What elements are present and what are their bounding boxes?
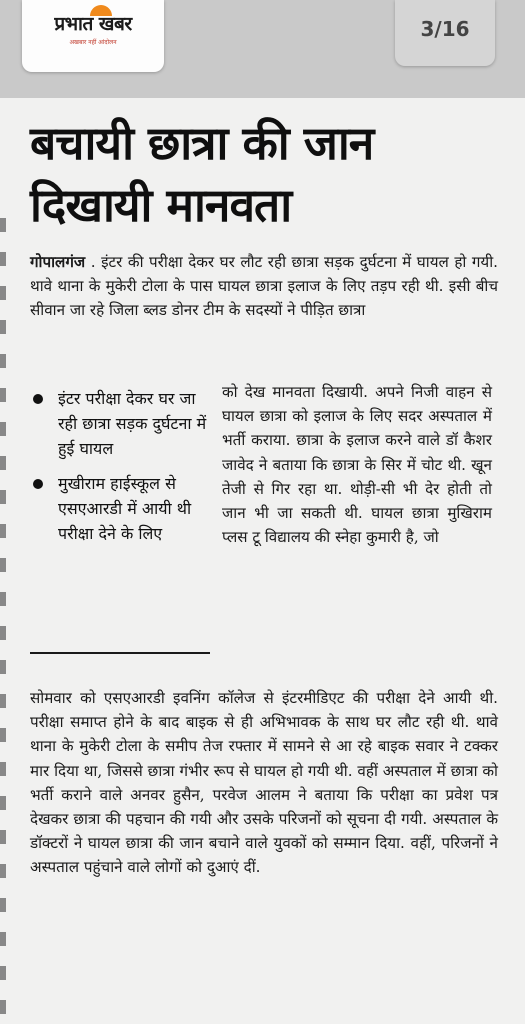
bottom-paragraph: सोमवार को एसएआरडी इवनिंग कॉलेज से इंटरमीडिएट की परीक्षा देने आयी थी. परीक्षा समाप्त होने के बाद बाइक से ही अभिभावक के साथ घर लौट रही थी. थावे थाना के मुकेरी टोला के समीप तेज रफ्तार में सामने से आ रहे बाइक सवार ने टक्कर मार दिया था, जिससे छात्रा गंभीर रूप से घायल हो गयी थी. वहीं अस्पताल में छात्रा को भर्ती कराने वाले अनवर हुसैन, परवेज आलम ने बताया कि परीक्षा का प्रवेश पत्र देखकर छात्रा की पहचान की गयी और उसके परिजनों को सूचना दी गयी. अस्पताल के डॉक्टरों ने घायल छात्रा की जान बचाने वाले युवकों को सम्मान दिया. वहीं, परिजनों ने अस्पताल पहुंचाने वाले लोगों को दुआएं दीं.: [30, 689, 498, 877]
right-column-text: को देख मानवता दिखायी. अपने निजी वाहन से घायल छात्रा को इलाज के लिए सदर अस्पताल में भर्ती कराया. छात्रा के इलाज करने वाले डॉ कैशर जावेद ने बताया कि छात्रा के सिर में चोट थी. खून तेजी से गिर रहा था. थोड़ी-सी भी देर होती तो जान भी जा सकती थी. घायल छात्रा मुखिराम प्लस टू विद्यालय की स्नेहा कुमारी है, जो: [222, 383, 492, 547]
lead-paragraph: [30, 250, 498, 323]
highlight-text: मुखीराम हाईस्कूल से एसएआरडी में आयी थी परीक्षा देने के लिए: [58, 474, 192, 543]
lead-text: . इंटर की परीक्षा देकर घर लौट रही छात्रा सड़क दुर्घटना में घायल हो गयी. थावे थाना के मुकेरी टोला के पास घायल छात्रा इलाज के लिए तड़प रही थी. इसी बीच सीवान जा रहे जिला ब्लड डोनर टीम के सदस्यों ने पीड़ित छात्रा: [30, 253, 498, 320]
dateline: गोपालगंज: [30, 253, 86, 271]
headline-line-1: बचायी छात्रा की जान: [30, 116, 374, 170]
logo-tagline: अखबार नहीं आंदोलन: [69, 39, 117, 46]
highlight-item: [30, 471, 212, 546]
page-count: 3/16: [420, 17, 470, 41]
headline-line-2: दिखायी मानवता: [30, 178, 292, 232]
page-indicator[interactable]: [395, 0, 495, 66]
newspaper-article: [0, 98, 525, 1024]
app-header: [0, 0, 525, 98]
highlights-divider: [30, 652, 210, 654]
bullet-icon: [33, 479, 43, 489]
publication-logo[interactable]: [22, 0, 164, 72]
highlight-text: इंटर परीक्षा देकर घर जा रही छात्रा सड़क दुर्घटना में हुई घायल: [58, 389, 207, 458]
headline: [30, 112, 510, 236]
highlight-item: [30, 386, 212, 461]
highlights-box: [30, 386, 212, 556]
adjacent-column-edge: [0, 218, 6, 1018]
bullet-icon: [33, 394, 43, 404]
logo-name: प्रभात खबर: [54, 13, 132, 35]
